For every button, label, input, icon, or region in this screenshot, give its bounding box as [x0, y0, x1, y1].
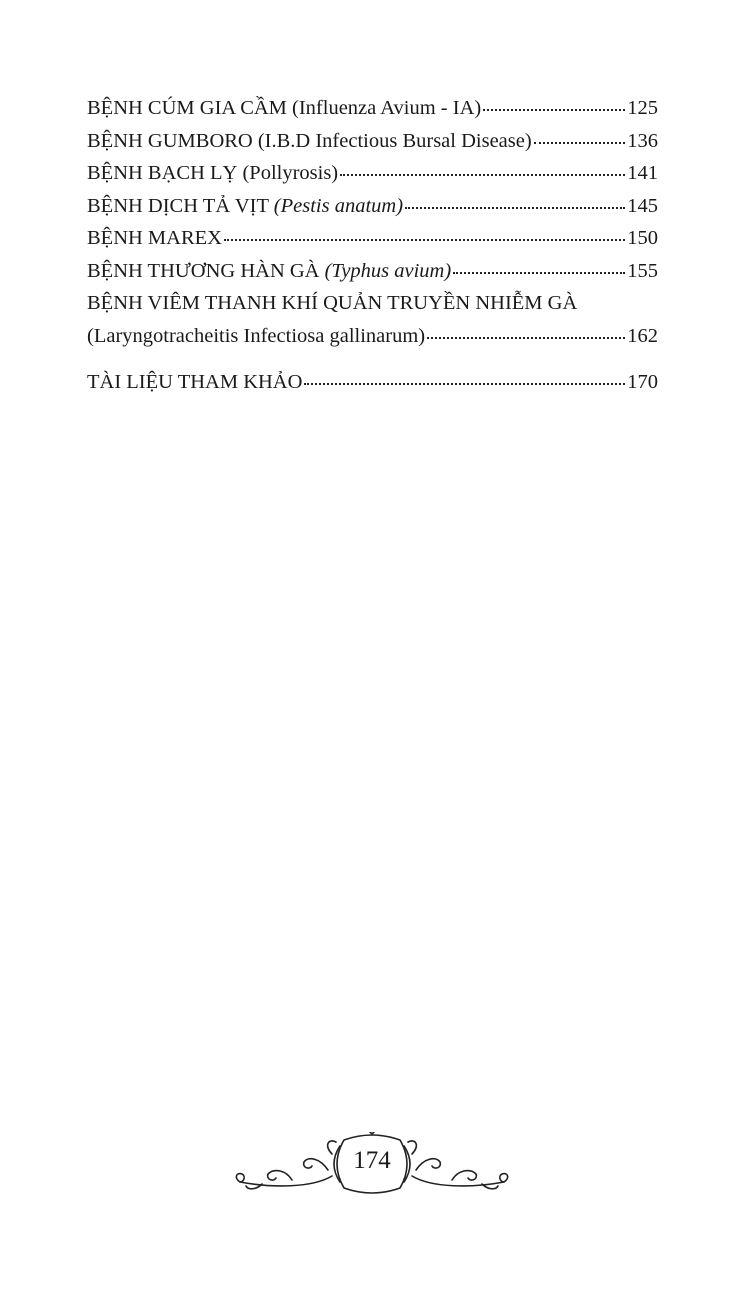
toc-entry-title: BỆNH BẠCH LỴ (Pollyrosis) — [87, 162, 339, 184]
toc-entry[interactable] — [87, 255, 658, 288]
toc-entry-page: 150 — [627, 227, 658, 249]
toc-entry[interactable] — [87, 92, 658, 125]
toc-entry-page: 141 — [627, 162, 658, 184]
dot-leader — [453, 272, 625, 274]
toc-entry-title-line: BỆNH VIÊM THANH KHÍ QUẢN TRUYỀN NHIỄM GÀ — [87, 292, 578, 314]
toc-entry-page: 145 — [627, 194, 658, 217]
toc-entry-title: BỆNH THƯƠNG HÀN GÀ (Typhus avium) — [87, 259, 452, 282]
toc-entry-page: 162 — [627, 324, 658, 347]
toc-entry-title: BỆNH CÚM GIA CẦM (Influenza Avium - IA) — [87, 97, 482, 119]
toc-entry[interactable] — [87, 190, 658, 223]
toc-entry-title: BỆNH MAREX — [87, 227, 222, 249]
table-of-contents — [87, 92, 658, 399]
page-footer — [232, 1132, 512, 1202]
toc-entry-title: TÀI LIỆU THAM KHẢO — [87, 371, 303, 393]
dot-leader — [304, 383, 625, 385]
toc-entry-page: 136 — [627, 129, 658, 152]
toc-entry-page: 155 — [627, 259, 658, 282]
page-number: 174 — [353, 1147, 391, 1174]
dot-leader — [405, 207, 625, 209]
toc-entry — [87, 320, 658, 353]
dot-leader — [483, 109, 625, 111]
dot-leader — [427, 337, 625, 339]
toc-entry[interactable] — [87, 366, 658, 399]
dot-leader — [340, 174, 625, 176]
toc-entry-multiline[interactable] — [87, 287, 658, 352]
toc-entry-title: BỆNH GUMBORO (I.B.D Infectious Bursal Disease) — [87, 129, 532, 152]
toc-entry-title: (Laryngotracheitis Infectiosa gallinarum) — [87, 324, 426, 347]
toc-entry-page: 170 — [627, 371, 658, 393]
toc-entry[interactable] — [87, 222, 658, 255]
dot-leader — [224, 239, 625, 241]
toc-entry[interactable] — [87, 157, 658, 190]
toc-entry-title: BỆNH DỊCH TẢ VỊT (Pestis anatum) — [87, 194, 404, 217]
toc-entry[interactable] — [87, 125, 658, 158]
dot-leader — [534, 142, 626, 144]
toc-entry-page: 125 — [627, 97, 658, 119]
